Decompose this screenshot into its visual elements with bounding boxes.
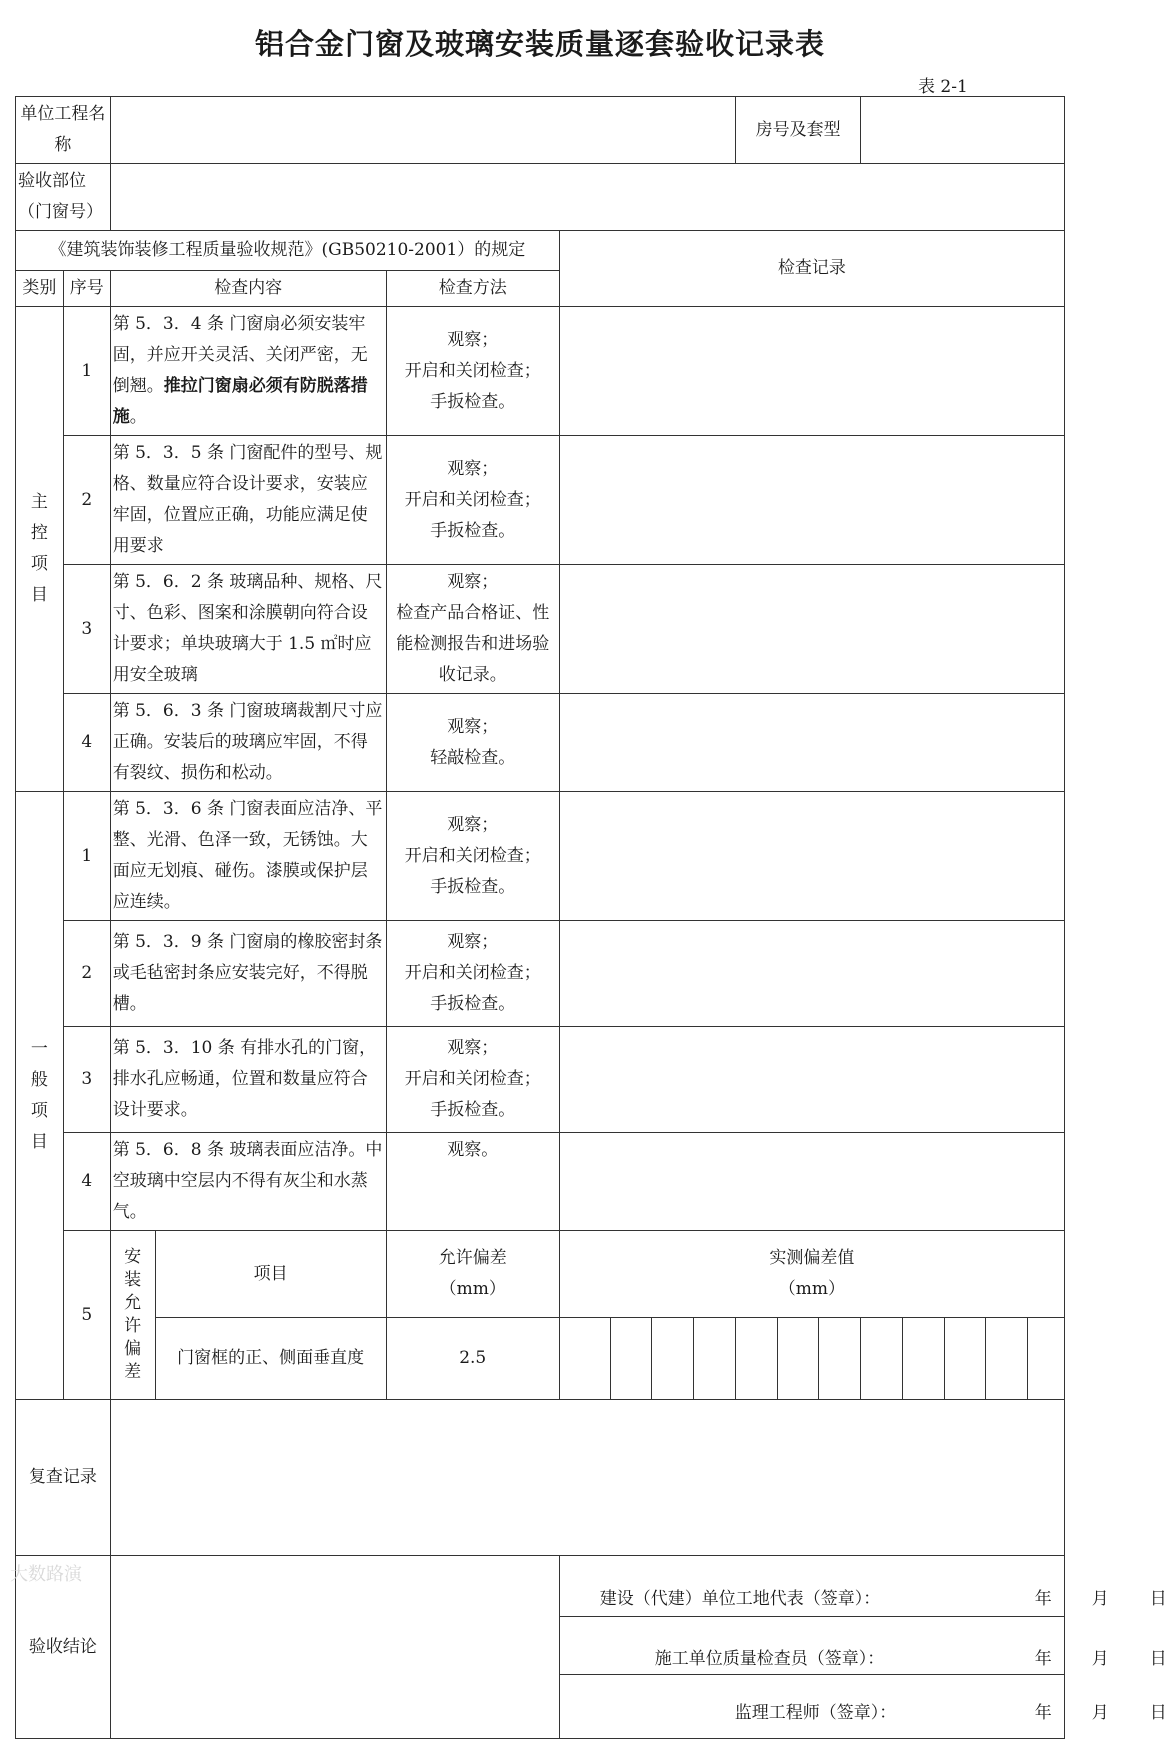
measured-cell[interactable] (861, 1318, 903, 1400)
review-label: 复查记录 (16, 1400, 111, 1556)
room-type-label: 房号及套型 (735, 97, 860, 164)
main-category-label: 主 控 项 目 (16, 307, 64, 792)
inspection-record-label: 检查记录 (559, 231, 1064, 307)
signature-row[interactable]: 监理工程师（签章）： 年 月 日 (734, 1703, 1167, 1723)
measured-cell[interactable] (819, 1318, 861, 1400)
clause-text: 第 5．3．5 条 门窗配件的型号、规格、数量应符合设计要求，安装应牢固，位置应正确，功能应满足使用要求 (110, 436, 386, 565)
clause-text: 第 5．6．3 条 门窗玻璃裁割尺寸应正确。安装后的玻璃应牢固，不得有裂纹、损伤和松动。 (110, 694, 386, 792)
method-cell: 观察。 (386, 1133, 559, 1231)
record-cell[interactable] (559, 565, 1064, 694)
general-category-label: 一 般 项 目 (16, 792, 64, 1400)
seq-cell: 1 (63, 792, 110, 921)
col-content: 检查内容 (110, 271, 386, 307)
col-seq: 序号 (63, 271, 110, 307)
deviation-row-item: 门窗框的正、侧面垂直度 (155, 1318, 386, 1400)
seq-cell: 4 (63, 1133, 110, 1231)
clause-text: 第 5．3．9 条 门窗扇的橡胶密封条或毛毡密封条应安装完好，不得脱槽。 (110, 921, 386, 1027)
project-name-field[interactable] (110, 97, 735, 164)
seq-cell: 1 (63, 307, 110, 436)
deviation-item-label: 项目 (155, 1231, 386, 1318)
conclusion-field[interactable] (110, 1556, 559, 1739)
room-type-field[interactable] (861, 97, 1065, 164)
review-field[interactable] (110, 1400, 1064, 1556)
col-category: 类别 (16, 271, 64, 307)
record-cell[interactable] (559, 694, 1064, 792)
record-cell[interactable] (559, 921, 1064, 1027)
clause-text: 第 5．6．8 条 玻璃表面应洁净。中空玻璃中空层内不得有灰尘和水蒸气。 (110, 1133, 386, 1231)
measured-cell[interactable] (559, 1318, 610, 1400)
method-cell: 观察； 开启和关闭检查； 手扳检查。 (386, 307, 559, 436)
method-cell: 观察； 开启和关闭检查； 手扳检查。 (386, 921, 559, 1027)
measured-cell[interactable] (986, 1318, 1028, 1400)
seq-cell: 3 (63, 1027, 110, 1133)
signature-row[interactable]: 施工单位质量检查员（签章）： 年 月 日 (560, 1616, 1064, 1675)
col-method: 检查方法 (386, 271, 559, 307)
seq-cell: 2 (63, 921, 110, 1027)
record-cell[interactable] (559, 1133, 1064, 1231)
measured-cell[interactable] (902, 1318, 944, 1400)
record-cell[interactable] (559, 307, 1064, 436)
measured-cell[interactable] (944, 1318, 986, 1400)
clause-text: 第 5．3．6 条 门窗表面应洁净、平整、光滑、色泽一致，无锈蚀。大面应无划痕、碰伤。漆膜或保护层应连续。 (110, 792, 386, 921)
clause-text: 第 5．3．10 条 有排水孔的门窗，排水孔应畅通，位置和数量应符合设计要求。 (110, 1027, 386, 1133)
measured-cell[interactable] (777, 1318, 819, 1400)
project-name-label: 单位工程名称 (16, 97, 111, 164)
measured-cell[interactable] (735, 1318, 777, 1400)
clause-text: 第 5．6．2 条 玻璃品种、规格、尺寸、色彩、图案和涂膜朝向符合设计要求；单块玻璃大于 1.5 ㎡时应用安全玻璃 (110, 565, 386, 694)
clause-text: 第 5．3．4 条 门窗扇必须安装牢固，并应开关灵活、关闭严密，无倒翘。推拉门窗扇必须有防脱落措施。 (110, 307, 386, 436)
seq-cell: 2 (63, 436, 110, 565)
method-cell: 观察； 检查产品合格证、性能检测报告和进场验收记录。 (386, 565, 559, 694)
signature-row[interactable]: 建设（代建）单位工地代表（签章）： 年 月 日 (560, 1556, 1064, 1617)
watermark-logo: 大数路演 (10, 1564, 82, 1585)
method-cell: 观察； 开启和关闭检查； 手扳检查。 (386, 792, 559, 921)
allowable-deviation-label: 允许偏差 （mm） (386, 1231, 559, 1318)
record-cell[interactable] (559, 1027, 1064, 1133)
seq-cell: 3 (63, 565, 110, 694)
method-cell: 观察； 开启和关闭检查； 手扳检查。 (386, 1027, 559, 1133)
position-field[interactable] (110, 164, 1064, 231)
measured-deviation-label: 实测偏差值 （mm） (559, 1231, 1064, 1318)
seq-cell: 4 (63, 694, 110, 792)
record-cell[interactable] (559, 436, 1064, 565)
method-cell: 观察； 开启和关闭检查； 手扳检查。 (386, 436, 559, 565)
deviation-side-label: 安 装 允 许 偏 差 (110, 1231, 155, 1400)
deviation-row-value: 2.5 (386, 1318, 559, 1400)
standard-text: 《建筑装饰装修工程质量验收规范》(GB50210-2001）的规定 (16, 231, 560, 271)
record-cell[interactable] (559, 792, 1064, 921)
seq-cell: 5 (63, 1231, 110, 1400)
table-number: 表 2-1 (918, 77, 968, 97)
measured-cell[interactable] (610, 1318, 652, 1400)
measured-cell[interactable] (1028, 1318, 1065, 1400)
conclusion-label: 验收结论 (16, 1556, 111, 1739)
signature-block (559, 1556, 1167, 1739)
position-label: 验收部位（门窗号） (16, 164, 111, 231)
method-cell: 观察； 轻敲检查。 (386, 694, 559, 792)
measured-cell[interactable] (694, 1318, 736, 1400)
form-title: 铝合金门窗及玻璃安装质量逐套验收记录表 (254, 27, 825, 61)
inspection-form (15, 96, 1167, 1739)
measured-cell[interactable] (652, 1318, 694, 1400)
